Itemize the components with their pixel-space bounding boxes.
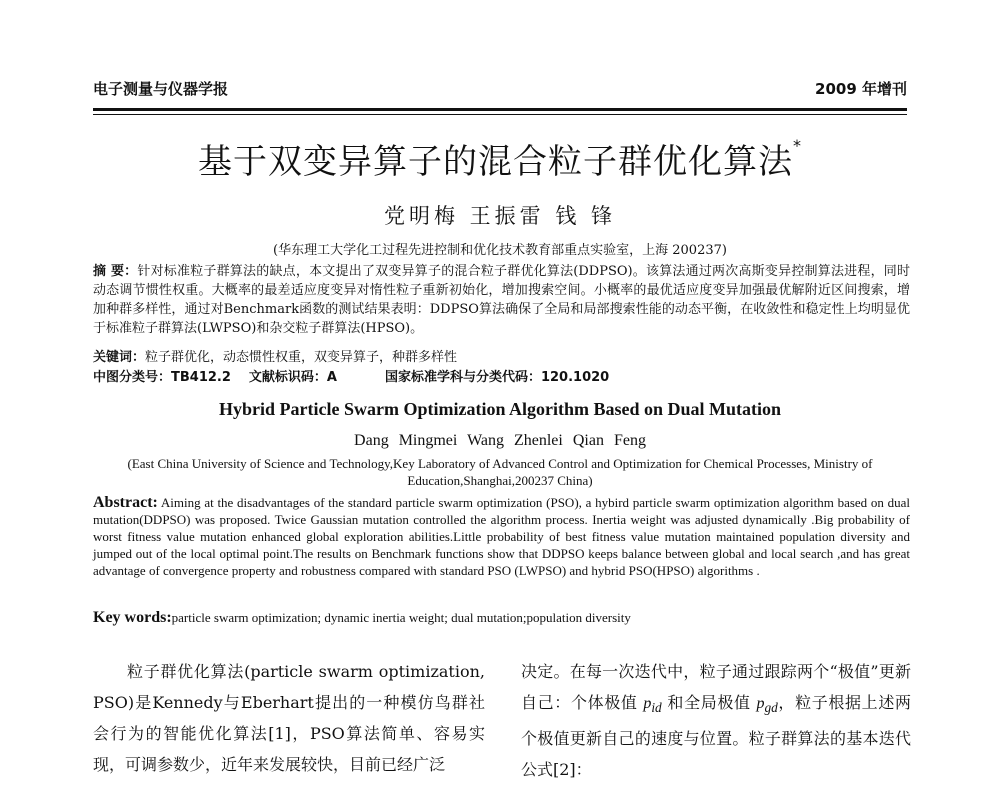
english-authors: Dang Mingmei Wang Zhenlei Qian Feng — [354, 432, 646, 449]
chinese-keywords — [93, 346, 910, 365]
english-keywords — [93, 609, 910, 627]
english-title: Hybrid Particle Swarm Optimization Algorithm Based on Dual Mutation — [219, 399, 781, 419]
body-right-text-1: 决定。在每一次迭代中，粒子通过跟踪两个“极值”更新自己：个体极值 — [521, 662, 911, 712]
english-abstract-text: Aiming at the disadvantages of the standard particle swarm optimization (PSO), a hybird particle swarm optimization algorithm based on dual mutation(DDPSO) was proposed. Twice Gaussian mutation controlled the algorithm process. Inertia weight was adjusted dynamically .Big probability of worst fitness value mutation enhanced global exploration abilities.Little probability of best fitness value mutation maintained population diversity and jumped out of the local optimal point.The results on Benchmark functions show that DDPSO keeps balance between global and local search ,and has great advantage of convergence property and robustness compared with standard PSO (LWPSO) and hybrid PSO(HPSO) algorithms . — [93, 495, 910, 578]
chinese-abstract-label: 摘 要： — [93, 264, 138, 279]
chinese-title — [0, 134, 1000, 183]
header-rule-thin — [93, 114, 907, 115]
english-affiliation: (East China University of Science and Technology,Key Laboratory of Advanced Control and Optimization for Chemical Processes, Ministry of Education,Shanghai,200237 China) — [127, 456, 873, 488]
symbol-p-id — [643, 695, 662, 716]
body-right-text-3: ，粒子根据上述两个极值更新自己的速度与位置。粒子群算法的基本迭代公式[2]： — [521, 693, 911, 780]
chinese-abstract — [93, 262, 910, 338]
symbol-p-id-base: p — [643, 695, 652, 712]
chinese-abstract-text: 针对标准粒子群算法的缺点，本文提出了双变异算子的混合粒子群优化算法(DDPSO)。该算法通过两次高斯变异控制算法进程，同时动态调节惯性权重。大概率的最差适应度变异对惰性粒子重新初始化，增加搜索空间。小概率的最优适应度变异加强最优解附近区间搜索，增加种群多样性，通过对Benchmark函数的测试结果表明：DDPSO算法确保了全局和局部搜索性能的动态平衡，在收敛性和稳定性上均明显优于标准粒子群算法(LWPSO)和杂交粒子群算法(HPSO)。 — [93, 264, 910, 336]
english-keywords-text: particle swarm optimization; dynamic inertia weight; dual mutation;population diversity — [171, 610, 631, 625]
title-footnote-mark: * — [793, 136, 802, 155]
english-abstract-label: Abstract: — [93, 494, 158, 511]
symbol-p-gd — [756, 695, 778, 716]
chinese-keywords-label: 关键词： — [93, 350, 146, 365]
body-column-left: 粒子群优化算法(particle swarm optimization, PSO)是Kennedy与Eberhart提出的一种模仿鸟群社会行为的智能优化算法[1]，PSO算法简单、容易实现，可调参数少，近年来发展较快，目前已经广泛 — [93, 662, 485, 774]
english-keywords-label: Key words: — [93, 609, 172, 626]
english-abstract — [93, 494, 910, 579]
body-right-text-2: 和全局极值 — [661, 693, 757, 712]
header-rule-thick — [93, 108, 907, 111]
chinese-title-text: 基于双变异算子的混合粒子群优化算法 — [198, 142, 793, 182]
standard-subject-code: 国家标准学科与分类代码：120.1020 — [384, 370, 610, 385]
journal-name: 电子测量与仪器学报 — [93, 80, 229, 98]
symbol-p-gd-sub: gd — [764, 700, 778, 716]
symbol-p-id-sub: id — [651, 700, 662, 716]
chinese-authors: 党明梅 王振雷 钱 锋 — [383, 204, 617, 228]
body-column-right — [521, 656, 911, 785]
symbol-p-gd-base: p — [756, 695, 765, 712]
issue-label: 2009 年增刊 — [815, 80, 907, 98]
chinese-keywords-text: 粒子群优化，动态惯性权重，双变异算子，种群多样性 — [145, 350, 458, 365]
clc-number: 中图分类号：TB412.2 — [93, 370, 231, 385]
document-code: 文献标识码：A — [248, 370, 337, 385]
chinese-affiliation: (华东理工大学化工过程先进控制和优化技术教育部重点实验室，上海 200237) — [273, 243, 727, 258]
classification-line — [93, 366, 910, 385]
